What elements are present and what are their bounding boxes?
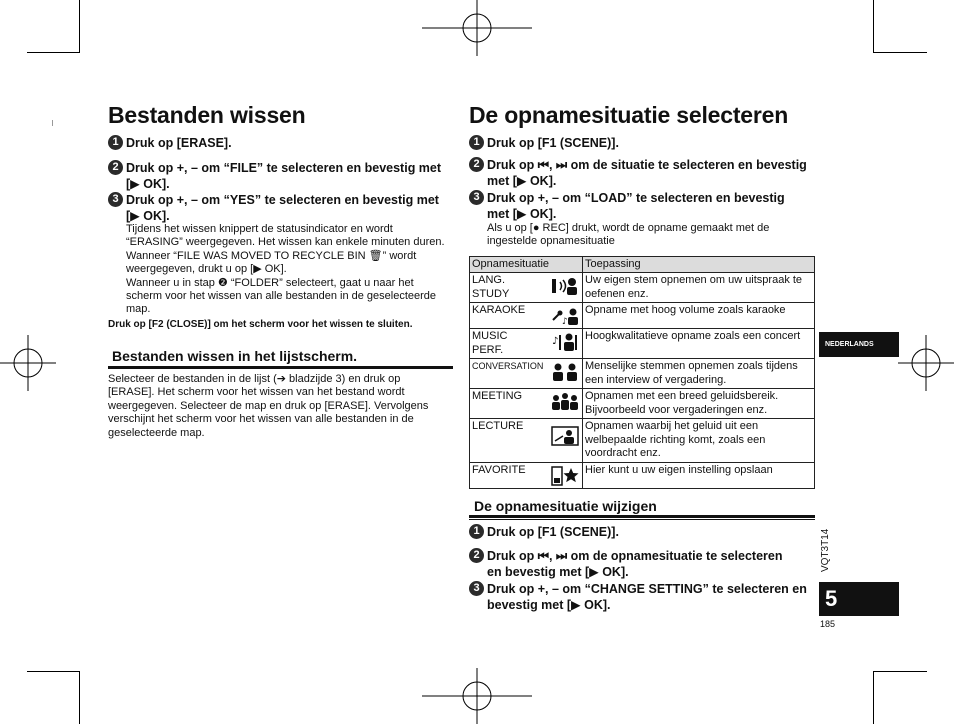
note-line: scherm voor het wissen van alle bestanden in de geselecteerde (126, 290, 437, 303)
table-row (470, 329, 815, 359)
step-number-badge: 3 (108, 192, 123, 207)
step-text: Druk op [F1 (SCENE)]. (487, 525, 619, 539)
para-line: [ERASE]. Het scherm voor het wissen van het bestand wordt (108, 386, 405, 399)
erase-step-2 (108, 160, 448, 192)
list-erase-paragraph (108, 373, 453, 440)
note-line: ingestelde opnamesituatie (487, 235, 615, 248)
table-header-row (470, 257, 815, 273)
page-number: 185 (820, 619, 836, 629)
scene-note (487, 222, 817, 249)
scene-cell (470, 273, 583, 303)
table-row (470, 419, 815, 462)
change-step-3 (469, 581, 814, 613)
scene-label: MUSIC PERF. (472, 330, 508, 356)
note-line: Tijdens het wissen knippert de statusindicator en wordt (126, 223, 393, 235)
step-number-badge: 1 (469, 524, 484, 539)
scene-label: LECTURE (472, 420, 524, 433)
scene-label: LANG. STUDY (472, 274, 510, 300)
chapter-number: 5 (819, 582, 899, 616)
lecture-icon (551, 426, 579, 446)
table-row (470, 389, 815, 419)
step-number-badge: 1 (469, 135, 484, 150)
scene-label: CONVERSATION (472, 361, 544, 372)
scene-label: MEETING (472, 390, 523, 403)
page-title-erase: Bestanden wissen (108, 102, 306, 128)
step-number-badge: 1 (108, 135, 123, 150)
use-cell: Uw eigen stem opnemen om uw uitspraak te oefenen enz. (583, 273, 815, 303)
scene-label: KARAOKE (472, 304, 526, 317)
note-line: Als u op [● REC] drukt, wordt de opname gemaakt met de (487, 222, 770, 234)
close-note: Druk op [F2 (CLOSE)] om het scherm voor het wissen te sluiten. (108, 319, 413, 330)
erase-step-1 (108, 135, 448, 151)
section-rule (108, 366, 453, 369)
change-step-2 (469, 548, 789, 580)
step-number-badge: 2 (108, 160, 123, 175)
scene-cell (470, 329, 583, 359)
use-cell: Opname met hoog volume zoals karaoke (583, 303, 815, 329)
conversation-icon (551, 362, 579, 382)
step-number-badge: 2 (469, 548, 484, 563)
column-header: Toepassing (583, 257, 815, 273)
scene-cell (470, 303, 583, 329)
note-line: “ERASING” weergegeven. Het wissen kan enkele minuten duren. (126, 236, 445, 249)
use-cell: Hier kunt u uw eigen instelling opslaan (583, 462, 815, 488)
step-text: Druk op +, – om “LOAD” te selecteren en bevestig met [▶ OK]. (487, 191, 785, 221)
page-title-scene: De opnamesituatie selecteren (469, 102, 789, 128)
language-tab: NEDERLANDS (819, 332, 899, 357)
meeting-icon (551, 392, 579, 412)
subheading-change-scene: De opnamesituatie wijzigen (474, 498, 657, 514)
svg-text:♪: ♪ (562, 317, 568, 327)
favorite-icon (551, 466, 579, 486)
step-number-badge: 2 (469, 157, 484, 172)
step-text: Druk op +, – om “FILE” te selecteren en bevestig met [▶ OK]. (126, 161, 442, 191)
table-row (470, 303, 815, 329)
use-cell: Menselijke stemmen opnemen zoals tijdens een interview of vergadering. (583, 359, 815, 389)
note-line: Wanneer “FILE WAS MOVED TO RECYCLE BIN 🗑” wordt (126, 249, 417, 262)
erase-note (126, 223, 456, 317)
scene-cell (470, 359, 583, 389)
para-line: weergegeven. Selecteer de map en druk op [ERASE]. Vervolgens (108, 399, 429, 412)
para-line: verschijnt het scherm voor het wissen van alle bestanden in de (108, 413, 414, 426)
section-rule-thin (469, 519, 815, 520)
use-cell: Opnamen waarbij het geluid uit een welbepaalde richting komt, zoals een voordracht enz. (583, 419, 815, 462)
table-row (470, 359, 815, 389)
step-text: Druk op ⏮, ⏭ om de situatie te selecteren en bevestig met [▶ OK]. (487, 158, 807, 188)
change-step-1 (469, 524, 809, 540)
margin-tick (52, 120, 53, 126)
note-line: map. (126, 303, 151, 316)
svg-text:♪: ♪ (552, 336, 559, 348)
step-text: Druk op +, – om “CHANGE SETTING” te selecteren en bevestig met [▶ OK]. (487, 582, 807, 612)
note-line: weergegeven, drukt u op [▶ OK]. (126, 263, 287, 276)
table-row (470, 273, 815, 303)
scene-cell (470, 389, 583, 419)
lang-study-icon (551, 276, 579, 296)
subheading-list-erase: Bestanden wissen in het lijstscherm. (112, 348, 358, 364)
scene-step-1 (469, 135, 809, 151)
scene-step-3 (469, 190, 809, 222)
erase-step-3 (108, 192, 448, 224)
karaoke-icon (551, 306, 579, 326)
use-cell: Opnamen met een breed geluidsbereik. Bijvoorbeeld voor vergaderingen enz. (583, 389, 815, 419)
step-text: Druk op +, – om “YES” te selecteren en bevestig met [▶ OK]. (126, 193, 439, 223)
step-text: Druk op [F1 (SCENE)]. (487, 136, 619, 150)
scene-label: FAVORITE (472, 463, 526, 476)
scene-cell (470, 419, 583, 462)
section-rule (469, 515, 815, 518)
scene-step-2 (469, 157, 809, 189)
use-cell: Hoogkwalitatieve opname zoals een concert (583, 329, 815, 359)
para-line: Selecteer de bestanden in de lijst (➔ bladzijde 3) en druk op (108, 373, 401, 385)
step-number-badge: 3 (469, 190, 484, 205)
table-row (470, 462, 815, 488)
scene-table (469, 256, 815, 489)
para-line: geselecteerde map. (108, 426, 205, 439)
step-text: Druk op ⏮, ⏭ om de opnamesituatie te selecteren en bevestig met [▶ OK]. (487, 549, 783, 579)
note-line: Wanneer u in stap ❷ “FOLDER” selecteert, gaat u naar het (126, 276, 414, 289)
scene-cell (470, 462, 583, 488)
step-number-badge: 3 (469, 581, 484, 596)
step-text: Druk op [ERASE]. (126, 136, 232, 150)
document-code: VQT3T14 (820, 528, 831, 572)
column-header: Opnamesituatie (470, 257, 583, 273)
music-perf-icon (551, 332, 579, 352)
